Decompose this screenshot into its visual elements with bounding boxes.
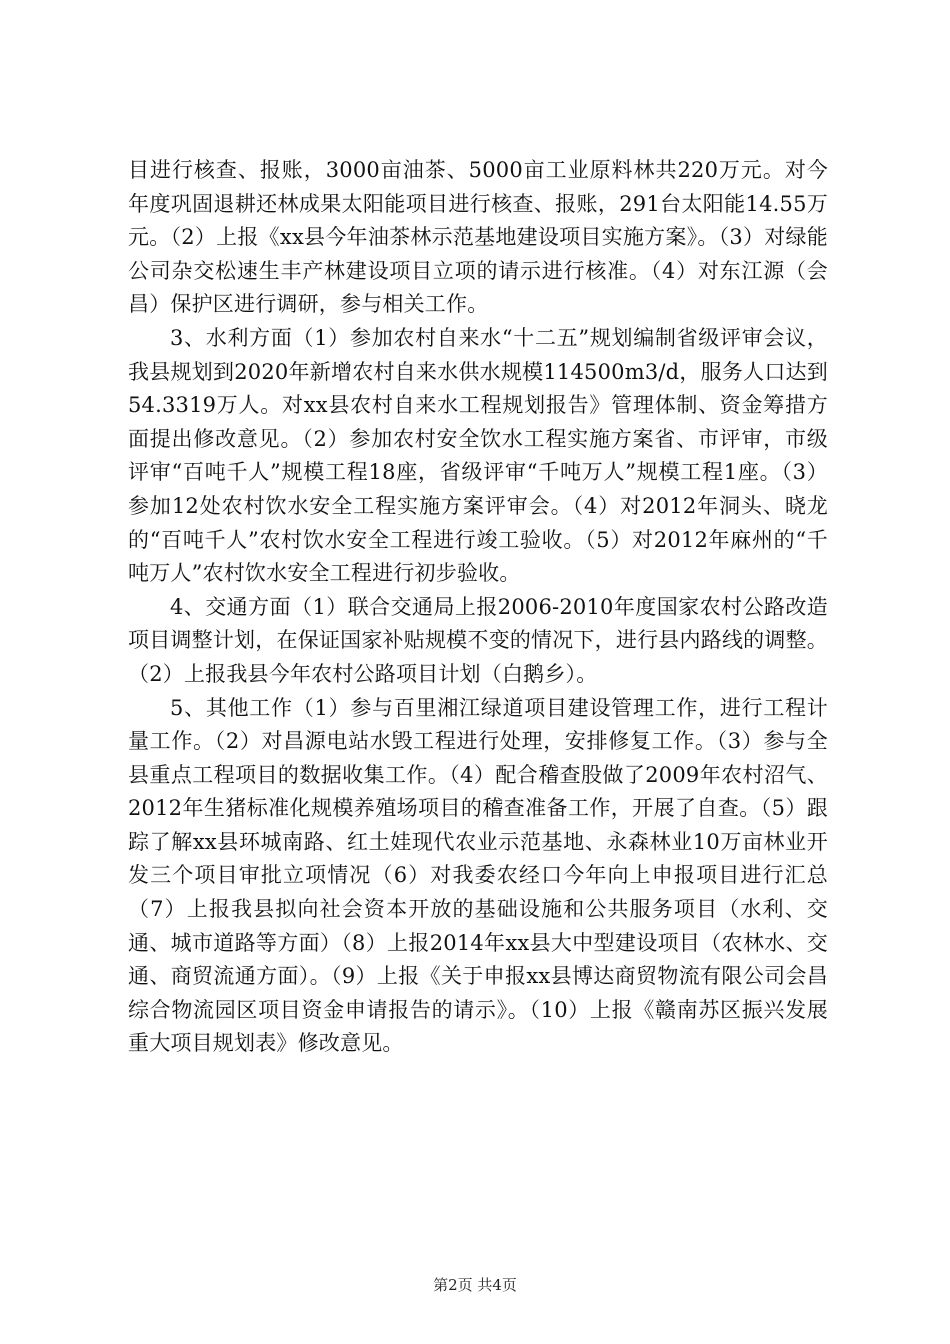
- paragraph-other-work: 5、其他工作（1）参与百里湘江绿道项目建设管理工作，进行工程计量工作。（2）对昌源电站水毁工程进行处理，安排修复工作。（3）参与全县重点工程项目的数据收集工作。（4）配合稽查股做了2009年农村沼气、2012年生猪标准化规模养殖场项目的稽查准备工作，开展了自查。（5）跟踪了解xx县环城南路、红土娃现代农业示范基地、永森林业10万亩林业开发三个项目审批立项情况（6）对我委农经口今年向上申报项目进行汇总（7）上报我县拟向社会资本开放的基础设施和公共服务项目（水利、交通、城市道路等方面）（8）上报2014年xx县大中型建设项目（农林水、交通、商贸流通方面）。（9）上报《关于申报xx县博达商贸物流有限公司会昌综合物流园区项目资金申请报告的请示》。（10）上报《赣南苏区振兴发展重大项目规划表》修改意见。: [128, 695, 828, 1056]
- document-body: [128, 154, 828, 1061]
- page-footer: 第2页 共4页: [433, 1276, 517, 1294]
- paragraph-water-conservancy: 3、水利方面（1）参加农村自来水“十二五”规划编制省级评审会议，我县规划到2020年新增农村自来水供水规模114500m3/d，服务人口达到54.3319万人。对xx县农村自来水工程规划报告》管理体制、资金筹措方面提出修改意见。（2）参加农村安全饮水工程实施方案省、市评审，市级评审“百吨千人”规模工程18座，省级评审“千吨万人”规模工程1座。（3）参加12处农村饮水安全工程实施方案评审会。（4）对2012年洞头、晓龙的“百吨千人”农村饮水安全工程进行竣工验收。（5）对2012年麻州的“千吨万人”农村饮水安全工程进行初步验收。: [128, 325, 828, 586]
- paragraph-transportation: 4、交通方面（1）联合交通局上报2006-2010年度国家农村公路改造项目调整计划，在保证国家补贴规模不变的情况下，进行县内路线的调整。（2）上报我县今年农村公路项目计划（白鹅乡）。: [128, 594, 828, 686]
- paragraph-continuation: 目进行核查、报账，3000亩油茶、5000亩工业原料林共220万元。对今年度巩固退耕还林成果太阳能项目进行核查、报账，291台太阳能14.55万元。（2）上报《xx县今年油茶林示范基地建设项目实施方案》。（3）对绿能公司杂交松速生丰产林建设项目立项的请示进行核准。（4）对东江源（会昌）保护区进行调研，参与相关工作。: [128, 158, 828, 317]
